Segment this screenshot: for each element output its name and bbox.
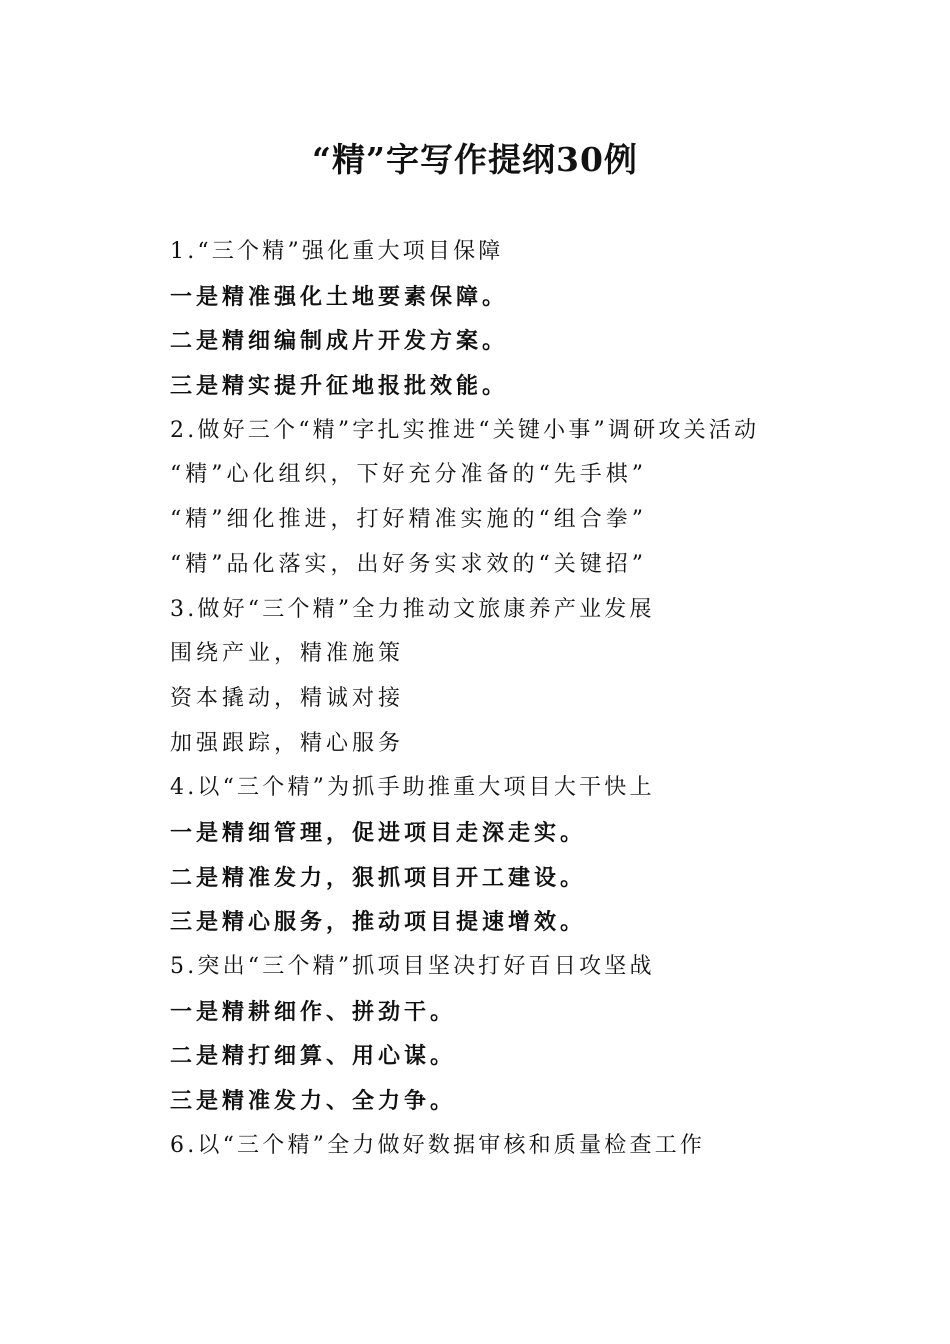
- outline-item: 资本撬动，精诚对接: [170, 685, 405, 711]
- outline-heading: 5.突出“三个精”抓项目坚决打好百日攻坚战: [170, 954, 655, 979]
- outline-item: 三是精准发力、全力争。: [170, 1088, 457, 1115]
- outline-heading: 2.做好三个“精”字扎实推进“关键小事”调研攻关活动: [170, 417, 760, 443]
- outline-heading: 1.“三个精”强化重大项目保障: [170, 239, 504, 264]
- outline-item: “精”细化推进，打好精准实施的“组合拳”: [170, 507, 647, 533]
- outline-item: 二是精准发力，狠抓项目开工建设。: [170, 864, 587, 891]
- outline-item: “精”心化组织，下好充分准备的“先手棋”: [170, 462, 647, 488]
- outline-item: 三是精心服务，推动项目提速增效。: [170, 909, 587, 936]
- outline-item: 一是精准强化土地要素保障。: [170, 283, 509, 310]
- outline-item: 一是精耕细作、拼劲干。: [170, 998, 457, 1025]
- outline-heading: 4.以“三个精”为抓手助推重大项目大干快上: [170, 775, 655, 801]
- document-title: “精”字写作提纲30例: [312, 140, 638, 179]
- outline-item: “精”品化落实，出好务实求效的“关键招”: [170, 551, 647, 577]
- outline-item: 二是精细编制成片开发方案。: [170, 328, 509, 355]
- outline-heading: 6.以“三个精”全力做好数据审核和质量检查工作: [170, 1132, 706, 1158]
- outline-item: 二是精打细算、用心谋。: [170, 1043, 457, 1070]
- outline-item: 加强跟踪，精心服务: [170, 730, 405, 756]
- outline-item: 围绕产业，精准施策: [170, 641, 405, 667]
- outline-item: 一是精细管理，促进项目走深走实。: [170, 819, 587, 846]
- outline-list: [170, 230, 890, 1168]
- outline-heading: 3.做好“三个精”全力推动文旅康养产业发展: [170, 596, 655, 622]
- outline-item: 三是精实提升征地报批效能。: [170, 373, 509, 400]
